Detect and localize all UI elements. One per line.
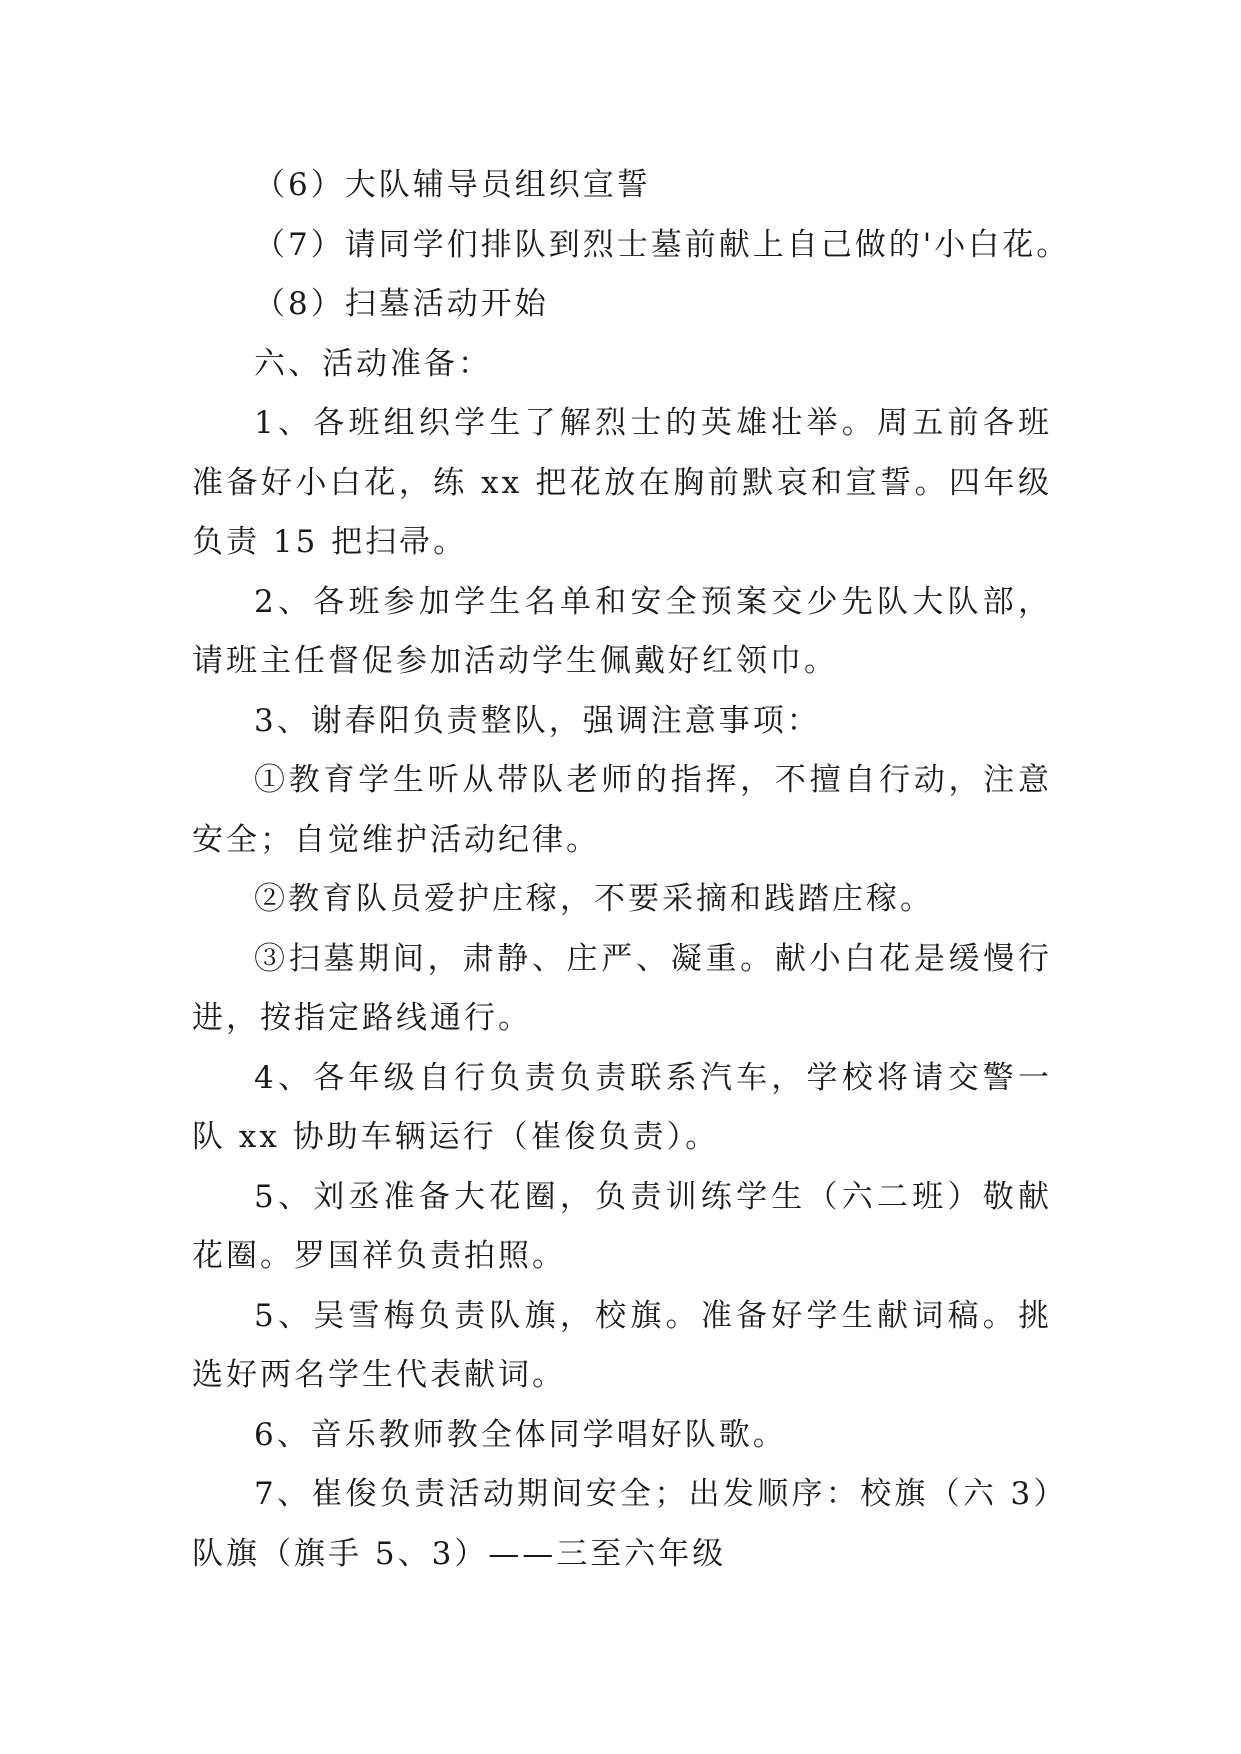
section-heading-activity-preparation: 六、活动准备： <box>254 345 492 382</box>
paragraph-3: （8）扫墓活动开始 <box>254 286 549 322</box>
paragraph-item-3: 3、谢春阳负责整队，强调注意事项： <box>254 702 821 739</box>
paragraph-item-1: 1、各班组织学生了解烈士的英雄壮举。周五前各班准备好小白花，练 xx 把花放在胸前默哀和宣誓。四年级负责 15 把扫帚。 <box>192 405 1052 560</box>
paragraph-subitem-2: ②教育队员爱护庄稼，不要采摘和践踏庄稼。 <box>254 881 934 917</box>
paragraph-1: （6）大队辅导员组织宣誓 <box>254 167 651 203</box>
paragraph-subitem-3: ③扫墓期间，肃静、庄严、凝重。献小白花是缓慢行进，按指定路线通行。 <box>192 940 1052 1036</box>
paragraph-item-7: 7、崔俊负责活动期间安全；出发顺序：校旗（六 3）队旗（旗手 5、3）——三至六年级 <box>192 1476 1052 1572</box>
document-body <box>192 156 1071 1584</box>
paragraph-item-4: 4、各年级自行负责负责联系汽车，学校将请交警一队 xx 协助车辆运行（崔俊负责）。 <box>192 1059 1052 1155</box>
paragraph-subitem-1: ①教育学生听从带队老师的指挥，不擅自行动，注意安全；自觉维护活动纪律。 <box>192 762 1052 858</box>
paragraph-item-6: 6、音乐教师教全体同学唱好队歌。 <box>254 1416 787 1453</box>
paragraph-item-2: 2、各班参加学生名单和安全预案交少先队大队部，请班主任督促参加活动学生佩戴好红领巾。 <box>192 583 1052 679</box>
paragraph-item-5b: 5、吴雪梅负责队旗，校旗。准备好学生献词稿。挑选好两名学生代表献词。 <box>192 1297 1052 1393</box>
paragraph-2: （7）请同学们排队到烈士墓前献上自己做的'小白花。 <box>254 226 1071 263</box>
paragraph-item-5a: 5、刘丞准备大花圈，负责训练学生（六二班）敬献花圈。罗国祥负责拍照。 <box>192 1178 1052 1274</box>
